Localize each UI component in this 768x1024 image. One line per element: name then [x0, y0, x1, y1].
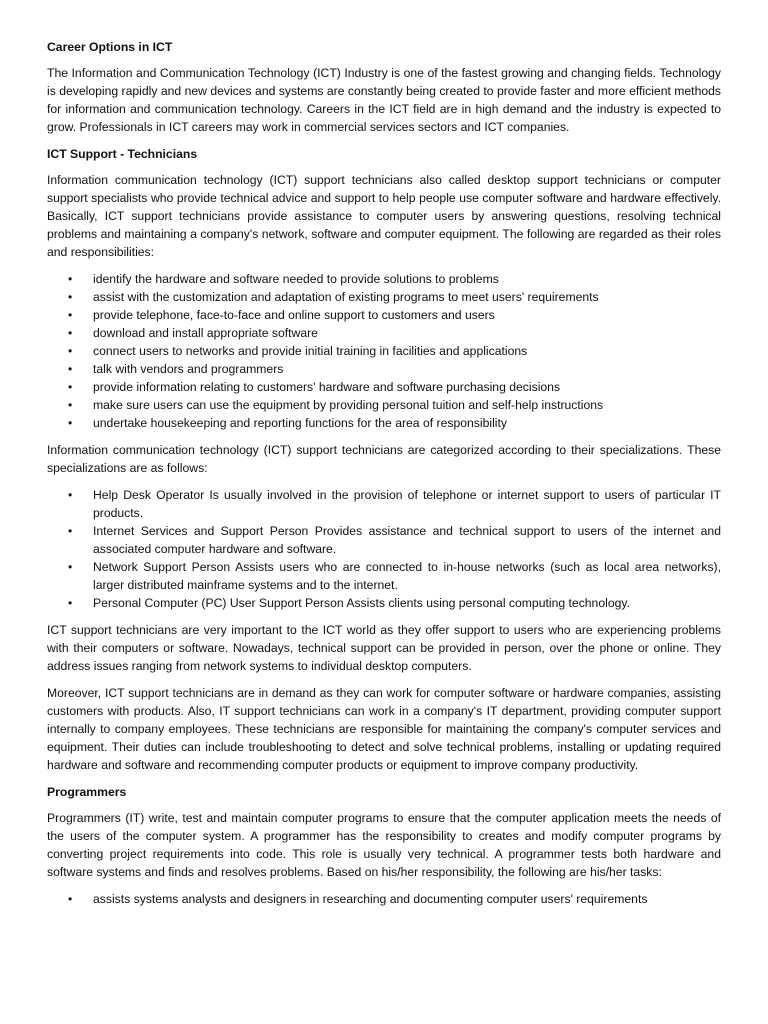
- section-heading-programmers: Programmers: [47, 785, 127, 799]
- section-heading-ict-support: ICT Support - Technicians: [47, 147, 198, 161]
- document-title: Career Options in ICT: [47, 40, 173, 54]
- roles-list: [47, 270, 721, 432]
- bullet-icon: •: [68, 362, 73, 376]
- intro-paragraph: The Information and Communication Technology (ICT) Industry is one of the fastest growing and changing fields. Technology is developing rapidly and new devices and systems are constantly being created to provide faster and more efficient methods for information and communication technology. Careers in the ICT field are in high demand and the industry is expected to grow. Professionals in ICT careers may work in commercial services sectors and ICT companies.: [47, 66, 721, 134]
- list-item: • identify the hardware and software needed to provide solutions to problems: [68, 272, 499, 286]
- bullet-icon: •: [68, 272, 73, 286]
- list-item: • assists systems analysts and designers in researching and documenting computer users' requirements: [68, 892, 648, 906]
- list-item: • Personal Computer (PC) User Support Person Assists clients using personal computing technology.: [68, 596, 630, 610]
- bullet-icon: •: [68, 560, 73, 574]
- tasks-list: [47, 890, 721, 908]
- list-item: • connect users to networks and provide initial training in facilities and applications: [68, 344, 528, 358]
- list-item: • provide information relating to customers' hardware and software purchasing decisions: [68, 380, 561, 394]
- specializations-intro-paragraph: Information communication technology (ICT) support technicians are categorized according to their specializations. These specializations are as follows:: [47, 443, 721, 475]
- list-item: • make sure users can use the equipment by providing personal tuition and self-help instructions: [68, 398, 604, 412]
- list-item: • undertake housekeeping and reporting functions for the area of responsibility: [68, 416, 507, 430]
- list-item: • provide telephone, face-to-face and online support to customers and users: [68, 308, 495, 322]
- list-item: • Internet Services and Support Person Provides assistance and technical support to users of the internet and associated computer hardware and software.: [68, 524, 721, 556]
- bullet-icon: •: [68, 892, 73, 906]
- list-item: • Network Support Person Assists users who are connected to in-house networks (such as local area networks), larger distributed mainframe systems and to the internet.: [68, 560, 721, 592]
- list-item: • talk with vendors and programmers: [68, 362, 284, 376]
- specializations-list: [47, 486, 721, 612]
- bullet-icon: •: [68, 416, 73, 430]
- bullet-icon: •: [68, 524, 73, 538]
- bullet-icon: •: [68, 326, 73, 340]
- bullet-icon: •: [68, 596, 73, 610]
- list-item: • download and install appropriate software: [68, 326, 318, 340]
- bullet-icon: •: [68, 308, 73, 322]
- bullet-icon: •: [68, 398, 73, 412]
- importance-paragraph: ICT support technicians are very important to the ICT world as they offer support to users who are experiencing problems with their computers or software. Nowadays, technical support can be provided in person, over the phone or online. They address issues ranging from network systems to individual desktop computers.: [47, 623, 721, 673]
- bullet-icon: •: [68, 344, 73, 358]
- bullet-icon: •: [68, 380, 73, 394]
- bullet-icon: •: [68, 290, 73, 304]
- ict-support-paragraph: Information communication technology (ICT) support technicians also called desktop support technicians or computer support specialists who provide technical advice and support to help people use computer software and hardware effectively. Basically, ICT support technicians provide assistance to computer users by answering questions, resolving technical problems and maintaining a company's network, software and computer equipment. The following are regarded as their roles and responsibilities:: [47, 173, 721, 259]
- list-item: • Help Desk Operator Is usually involved in the provision of telephone or internet support to users of particular IT products.: [68, 488, 721, 520]
- document-page: [47, 38, 721, 917]
- bullet-icon: •: [68, 488, 73, 502]
- list-item: • assist with the customization and adaptation of existing programs to meet users' requirements: [68, 290, 599, 304]
- demand-paragraph: Moreover, ICT support technicians are in demand as they can work for computer software or hardware companies, assisting customers with products. Also, IT support technicians can work in a company's IT department, providing computer support internally to company employees. These technicians are responsible for maintaining the company's computer services and equipment. Their duties can include troubleshooting to detect and solve technical problems, installing or updating required hardware and software and recommending computer products or equipment to improve company productivity.: [47, 686, 721, 772]
- programmers-paragraph: Programmers (IT) write, test and maintain computer programs to ensure that the computer application meets the needs of the users of the computer system. A programmer has the responsibility to creates and modify computer programs by converting project requirements into code. This role is usually very technical. A programmer tests both hardware and software systems and finds and resolves problems. Based on his/her responsibility, the following are his/her tasks:: [47, 811, 721, 879]
